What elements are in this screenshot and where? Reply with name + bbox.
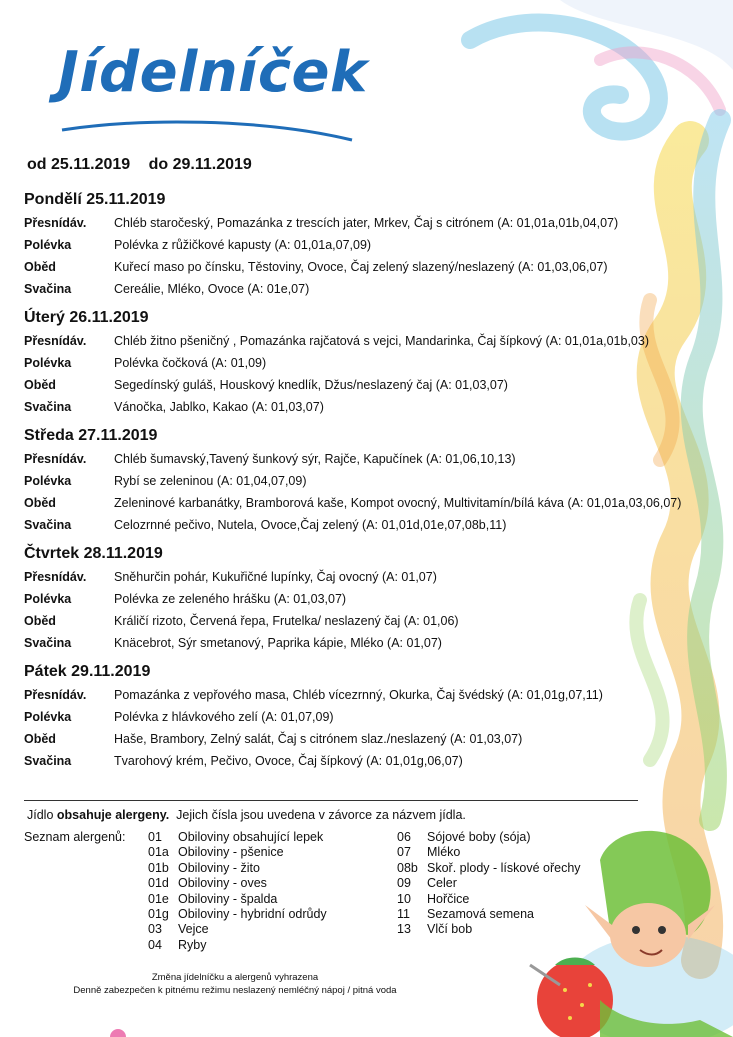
allergen-name: Obiloviny - oves	[178, 876, 267, 891]
meal-row	[24, 212, 733, 234]
allergen-note	[27, 808, 466, 822]
allergen-note-prefix: Jídlo	[27, 808, 54, 822]
allergen-code: 11	[397, 906, 410, 921]
allergen-item	[397, 892, 581, 907]
meal-description: Polévka čočková (A: 01,09)	[114, 356, 267, 370]
allergen-code: 06	[397, 830, 411, 844]
meal-type: Svačina	[24, 400, 72, 414]
meal-row	[24, 706, 733, 728]
meal-type: Polévka	[24, 592, 72, 606]
day-section	[24, 188, 733, 300]
allergen-item	[148, 938, 327, 953]
date-from: od 25.11.2019	[27, 156, 131, 173]
meal-row	[24, 278, 733, 300]
allergen-note-bold: obsahuje alergeny.	[56, 808, 170, 822]
allergen-item	[148, 876, 327, 891]
day-title: Pondělí 25.11.2019	[24, 191, 166, 208]
meal-description: Polévka ze zeleného hrášku (A: 01,03,07)	[114, 592, 347, 606]
allergen-item	[397, 830, 581, 845]
meal-description: Segedínský guláš, Houskový knedlík, Džus/neslazený čaj (A: 01,03,07)	[114, 378, 508, 392]
date-to: do 29.11.2019	[148, 156, 252, 173]
meal-description: Zeleninové karbanátky, Bramborová kaše, Kompot ovocný, Multivitamín/bílá káva (A: 01,01a,03,06,07)	[114, 496, 682, 510]
allergen-name: Obiloviny - hybridní odrůdy	[178, 906, 327, 921]
allergen-item	[148, 892, 327, 907]
allergen-item	[148, 861, 327, 876]
meal-type: Přesnídáv.	[24, 334, 87, 348]
weekly-menu	[24, 188, 733, 772]
meal-row	[24, 256, 733, 278]
allergen-code: 07	[397, 845, 411, 860]
meal-row	[24, 610, 733, 632]
meal-type: Oběd	[24, 260, 56, 274]
menu-logo-title: Jídelníček	[58, 40, 368, 105]
allergen-name: Sezamová semena	[427, 906, 535, 921]
meal-type: Oběd	[24, 378, 56, 392]
allergen-code: 01a	[148, 845, 169, 860]
meal-type: Přesnídáv.	[24, 688, 87, 702]
allergen-item	[397, 907, 581, 922]
meal-type: Svačina	[24, 518, 72, 532]
allergen-name: Obiloviny - špalda	[178, 891, 278, 906]
allergen-name: Vlčí bob	[427, 922, 473, 937]
footer-note-change: Změna jídelníčku a alergenů vyhrazena	[151, 972, 319, 983]
meal-type: Polévka	[24, 356, 72, 370]
meal-row	[24, 470, 733, 492]
meal-row	[24, 728, 733, 750]
allergen-code: 13	[397, 922, 411, 937]
allergen-code: 01b	[148, 860, 169, 875]
allergen-name: Vejce	[178, 922, 209, 937]
footer-note-drinks: Denně zabezpečen k pitnému režimu neslazený nemléčný nápoj / pitná voda	[73, 985, 397, 996]
allergen-name: Obiloviny - žito	[178, 860, 260, 875]
meal-type: Svačina	[24, 282, 72, 296]
meal-description: Rybí se zeleninou (A: 01,04,07,09)	[114, 474, 307, 488]
day-section	[24, 542, 733, 654]
meal-row	[24, 330, 733, 352]
allergen-item	[148, 922, 327, 937]
allergen-note-rest: Jejich čísla jsou uvedena v závorce za názvem jídla.	[176, 808, 466, 822]
day-title: Úterý 26.11.2019	[24, 309, 149, 326]
allergen-name: Hořčice	[427, 891, 470, 906]
meal-description: Sněhurčin pohár, Kukuřičné lupínky, Čaj ovocný (A: 01,07)	[114, 570, 437, 584]
meal-row	[24, 514, 733, 536]
meal-type: Oběd	[24, 496, 56, 510]
meal-description: Chléb žitno pšeničný , Pomazánka rajčatová s vejci, Mandarinka, Čaj šípkový (A: 01,01a,01b,03)	[114, 334, 649, 348]
meal-type: Polévka	[24, 238, 72, 252]
day-section	[24, 306, 733, 418]
meal-description: Chléb staročeský, Pomazánka z trescích jater, Mrkev, Čaj s citrónem (A: 01,01a,01b,04,07)	[114, 216, 619, 230]
allergen-item	[148, 845, 327, 860]
meal-description: Chléb šumavský,Tavený šunkový sýr, Rajče, Kapučínek (A: 01,06,10,13)	[114, 452, 516, 466]
meal-description: Vánočka, Jablko, Kakao (A: 01,03,07)	[114, 400, 324, 414]
allergen-item	[148, 830, 327, 845]
meal-row	[24, 684, 733, 706]
allergen-list-col2	[397, 830, 581, 938]
meal-description: Haše, Brambory, Zelný salát, Čaj s citrónem slaz./neslazený (A: 01,03,07)	[114, 732, 523, 746]
meal-row	[24, 492, 733, 514]
allergen-name: Obiloviny - pšenice	[178, 845, 284, 860]
day-section	[24, 660, 733, 772]
meal-description: Celozrnné pečivo, Nutela, Ovoce,Čaj zelený (A: 01,01d,01e,07,08b,11)	[114, 518, 507, 532]
day-title: Středa 27.11.2019	[24, 427, 158, 444]
meal-type: Polévka	[24, 710, 72, 724]
allergen-item	[397, 876, 581, 891]
allergen-code: 01d	[148, 876, 169, 891]
meal-description: Polévka z hlávkového zelí (A: 01,07,09)	[114, 710, 334, 724]
allergen-code: 01g	[148, 906, 169, 921]
meal-description: Polévka z růžičkové kapusty (A: 01,01a,07,09)	[114, 238, 372, 252]
day-section	[24, 424, 733, 536]
allergen-code: 04	[148, 937, 162, 952]
allergen-item	[397, 922, 581, 937]
meal-type: Svačina	[24, 636, 72, 650]
meal-row	[24, 374, 733, 396]
meal-description: Knäcebrot, Sýr smetanový, Paprika kápie, Mléko (A: 01,07)	[114, 636, 442, 650]
meal-row	[24, 396, 733, 418]
meal-type: Oběd	[24, 614, 56, 628]
meal-row	[24, 448, 733, 470]
allergen-item	[397, 861, 581, 876]
allergen-code: 01	[148, 830, 162, 844]
meal-type: Svačina	[24, 754, 72, 768]
allergen-name: Obiloviny obsahující lepek	[178, 830, 324, 844]
allergen-code: 03	[148, 922, 162, 937]
allergen-code: 08b	[397, 860, 418, 875]
meal-type: Oběd	[24, 732, 56, 746]
allergen-item	[397, 845, 581, 860]
meal-type: Přesnídáv.	[24, 452, 87, 466]
allergen-name: Celer	[427, 876, 457, 891]
meal-row	[24, 566, 733, 588]
allergen-list-label: Seznam alergenů:	[24, 830, 126, 844]
date-range	[27, 156, 266, 174]
allergen-name: Skoř. plody - lískové ořechy	[427, 860, 581, 875]
meal-description: Cereálie, Mléko, Ovoce (A: 01e,07)	[114, 282, 310, 296]
day-title: Pátek 29.11.2019	[24, 663, 151, 680]
allergen-name: Sójové boby (sója)	[427, 830, 531, 844]
allergen-code: 10	[397, 891, 411, 906]
meal-type: Přesnídáv.	[24, 570, 87, 584]
allergen-list-col1	[148, 830, 327, 953]
meal-description: Pomazánka z vepřového masa, Chléb vícezrnný, Okurka, Čaj švédský (A: 01,01g,07,11)	[114, 688, 603, 702]
allergen-name: Ryby	[178, 937, 207, 952]
meal-description: Tvarohový krém, Pečivo, Ovoce, Čaj šípkový (A: 01,01g,06,07)	[114, 754, 463, 768]
meal-type: Polévka	[24, 474, 72, 488]
allergen-item	[148, 907, 327, 922]
allergen-code: 09	[397, 876, 411, 891]
allergen-name: Mléko	[427, 845, 461, 860]
meal-row	[24, 588, 733, 610]
meal-row	[24, 632, 733, 654]
meal-description: Kuřecí maso po čínsku, Těstoviny, Ovoce, Čaj zelený slazený/neslazený (A: 01,03,06,07)	[114, 260, 608, 274]
meal-row	[24, 352, 733, 374]
meal-row	[24, 750, 733, 772]
meal-type: Přesnídáv.	[24, 216, 87, 230]
meal-description: Králičí rizoto, Červená řepa, Frutelka/ neslazený čaj (A: 01,06)	[114, 614, 459, 628]
divider	[24, 800, 638, 801]
meal-row	[24, 234, 733, 256]
day-title: Čtvrtek 28.11.2019	[24, 545, 163, 562]
allergen-code: 01e	[148, 891, 169, 906]
